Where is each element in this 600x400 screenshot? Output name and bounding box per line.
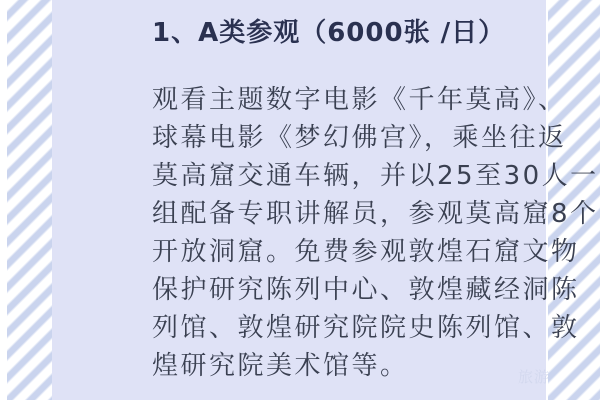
body-line: 列馆、敦煌研究院院史陈列馆、敦 [152, 313, 580, 343]
body-line: 莫高窟交通车辆，并以25至30人一 [152, 161, 599, 191]
section-title: 1、A类参观（6000张 /日） [152, 18, 506, 48]
body-line: 组配备专职讲解员，参观莫高窟8个 [152, 199, 599, 229]
content-panel [52, 0, 599, 400]
body-line: 观看主题数字电影《千年莫高》、 [152, 85, 567, 115]
left-stripe-border [7, 0, 52, 400]
body-line: 球幕电影《梦幻佛宫》，乘坐往返 [152, 123, 567, 153]
watermark: 旅游 [518, 368, 551, 386]
body-paragraph [152, 81, 599, 385]
body-line: 保护研究陈列中心、敦煌藏经洞陈 [152, 275, 580, 305]
body-line: 开放洞窟。免费参观敦煌石窟文物 [152, 237, 580, 267]
body-line: 煌研究院美术馆等。 [152, 351, 409, 381]
